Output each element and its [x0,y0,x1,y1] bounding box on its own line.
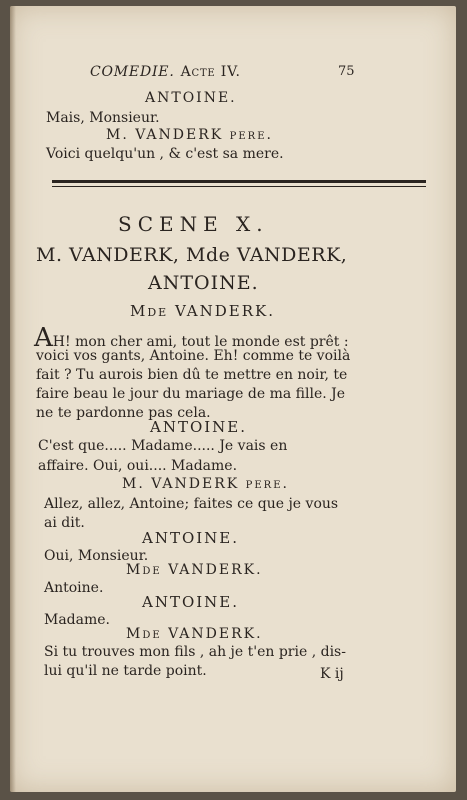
page-gutter-shadow [10,6,16,792]
speaker-label: Mde VANDERK. [126,626,263,642]
dialogue-line: ne te pardonne pas cela. [36,405,211,421]
dialogue-line: Voici quelqu'un , & c'est sa mere. [46,146,284,162]
dialogue-line: ai dit. [44,515,85,531]
speaker-label: ANTOINE. [142,529,240,547]
page-number: 75 [338,64,355,79]
dialogue-line: affaire. Oui, oui.... Madame. [38,458,238,474]
speaker-label: M. VANDERK pere. [122,476,289,492]
dialogue-line: Mais, Monsieur. [46,110,160,126]
speaker-label: ANTOINE. [145,90,237,106]
speaker-label: Mde VANDERK. [130,302,275,320]
scene-title: SCENE X. [118,212,269,236]
dialogue-line: C'est que..... Madame..... Je vais en [38,438,288,454]
dialogue-line: Antoine. [44,580,104,596]
dialogue-line: voici vos gants, Antoine. Eh! comme te voilà [36,348,351,364]
header-title: COMEDIE. [90,64,175,80]
section-rule-thin [52,186,426,187]
dialogue-line: AH! mon cher ami, tout le monde est prêt : [34,323,349,353]
dialogue-line: Si tu trouves mon fils , ah je t'en prie , dis- [44,644,346,660]
scene-characters: M. VANDERK, Mde VANDERK, [36,244,348,266]
running-header [90,64,370,80]
section-rule-thick [52,180,426,183]
dialogue-line: lui qu'il ne tarde point. [44,663,207,679]
header-act: Acte IV. [180,64,241,80]
book-page [10,6,456,792]
drop-capital: A [34,323,53,353]
dialogue-line: faire beau le jour du mariage de ma fille. Je [36,386,346,402]
dialogue-line: Oui, Monsieur. [44,548,149,564]
speaker-label: Mde VANDERK. [126,562,263,578]
speaker-label: M. VANDERK pere. [106,127,273,143]
signature-mark: K ij [320,666,344,682]
scene-characters: ANTOINE. [148,272,259,294]
dialogue-line: Madame. [44,612,111,628]
speaker-label: ANTOINE. [150,418,248,436]
dialogue-line: Allez, allez, Antoine; faites ce que je vous [44,496,339,512]
dialogue-line: fait ? Tu aurois bien dû te mettre en noir, te [36,367,348,383]
speaker-label: ANTOINE. [142,593,240,611]
